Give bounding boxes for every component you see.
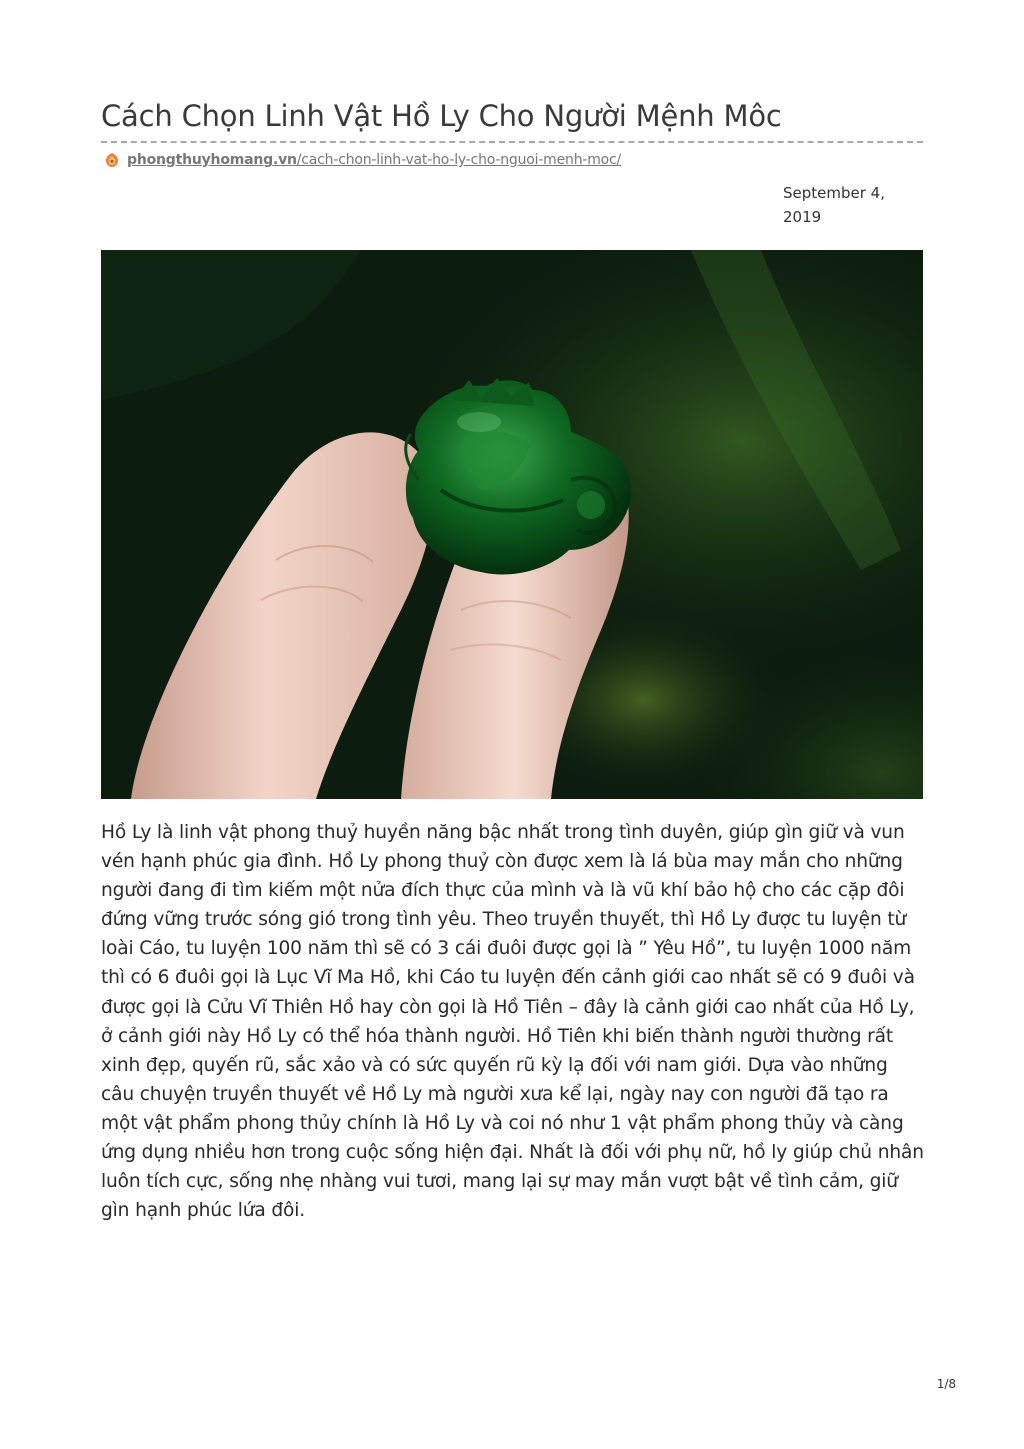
hero-image [101,250,923,799]
source-domain: phongthuyhomang.vn [127,152,297,168]
title-divider [101,141,923,143]
source-line [104,150,621,170]
source-url-link[interactable] [127,152,621,168]
page-title: Cách Chọn Linh Vật Hồ Ly Cho Người Mệnh Môc [101,99,782,133]
jade-fox-photo [101,250,923,799]
page-number: 1/8 [936,1377,956,1391]
source-path: /cach-chon-linh-vat-ho-ly-cho-nguoi-menh-moc/ [296,152,622,168]
post-date: September 4, 2019 [783,184,885,226]
site-favicon-icon [104,152,120,168]
article-body: Hồ Ly là linh vật phong thuỷ huyền năng bậc nhất trong tình duyên, giúp gìn giữ và vun vén hạnh phúc gia đình. Hồ Ly phong thuỷ còn được xem là lá bùa may mắn cho những người đang đi tìm kiếm một nửa đích thực của mình và là vũ khí bảo hộ cho các cặp đôi đứng vững trước sóng gió trong tình yêu. Theo truyền thuyết, thì Hồ Ly được tu luyện từ loài Cáo, tu luyện 100 năm thì sẽ có 3 cái đuôi được gọi là ” Yêu Hồ”, tu luyện 1000 năm thì có 6 đuôi gọi là Lục Vĩ Ma Hồ, khi Cáo tu luyện đến cảnh giới cao nhất sẽ có 9 đuôi và được gọi là Cửu Vĩ Thiên Hồ hay còn gọi là Hồ Tiên – đây là cảnh giới cao nhất của Hồ Ly, ở cảnh giới này Hồ Ly có thể hóa thành người. Hồ Tiên khi biến thành người thường rất xinh đẹp, quyến rũ, sắc xảo và có sức quyến rũ kỳ lạ đối với nam giới. Dựa vào những câu chuyện truyền thuyết về Hồ Ly mà người xưa kể lại, ngày nay con người đã tạo ra một vật phẩm phong thủy chính là Hồ Ly và coi nó như 1 vật phẩm phong thủy và càng ứng dụng nhiều hơn trong cuộc sống hiện đại. Nhất là đối với phụ nữ, hồ ly giúp chủ nhân luôn tích cực, sống nhẹ nhàng vui tươi, mang lại sự may mắn vượt bật về tình cảm, giữ gìn hạnh phúc lứa đôi. [101,822,924,1222]
